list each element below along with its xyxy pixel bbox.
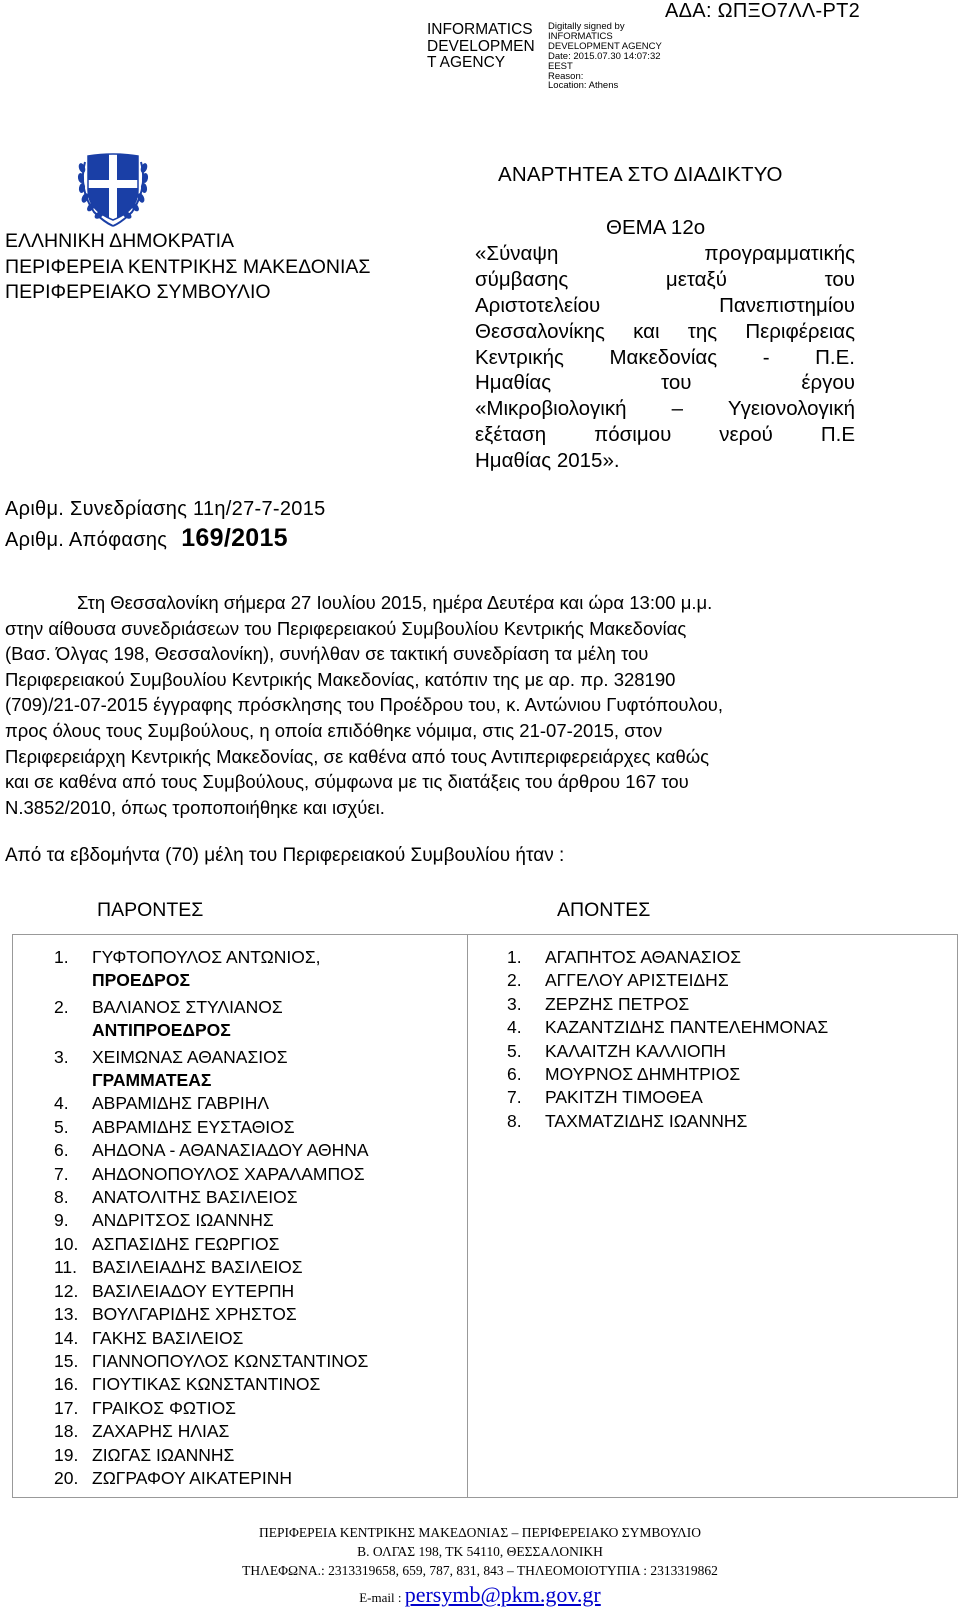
theme-title: ΘΕΜΑ 12ο <box>606 216 706 239</box>
page-footer <box>0 1523 960 1607</box>
theme-line: Θεσσαλονίκης και της Περιφέρειας <box>475 319 855 343</box>
member-role: ΑΝΤΙΠΡΟΕΔΡΟΣ <box>92 1020 231 1041</box>
member-name: ΑΓΑΠΗΤΟΣ ΑΘΑΝΑΣΙΟΣ <box>545 947 742 967</box>
meeting-paragraph <box>5 590 889 820</box>
paragraph-line: Ν.3852/2010, όπως τροποποιήθηκε και ισχύει. <box>5 796 385 818</box>
item-number: 20. <box>54 1467 79 1488</box>
list-item <box>507 969 828 992</box>
authority-line: ΕΛΛΗΝΙΚΗ ΔΗΜΟΚΡΑΤΙΑ <box>5 230 235 252</box>
member-name: ΒΑΣΙΛΕΙΑΔΗΣ ΒΑΣΙΛΕΙΟΣ <box>92 1257 303 1278</box>
paragraph-line: και σε καθένα από τους Συμβούλους, σύμφωνα με τις διατάξεις του άρθρου 167 του <box>5 771 689 793</box>
signature-org-line: T AGENCY <box>427 54 506 71</box>
item-number: 11. <box>54 1257 78 1278</box>
item-number: 13. <box>54 1304 79 1325</box>
member-name: ΓΡΑΙΚΟΣ ΦΩΤΙΟΣ <box>92 1397 236 1418</box>
member-name: ΑΒΡΑΜΙΔΗΣ ΕΥΣΤΑΘΙΟΣ <box>92 1116 295 1137</box>
list-item <box>54 1444 369 1467</box>
item-number: 19. <box>54 1444 79 1465</box>
member-name: ΑΣΠΑΣΙΔΗΣ ΓΕΩΡΓΙΟΣ <box>92 1233 280 1254</box>
email-link[interactable]: persymb@pkm.gov.gr <box>404 1582 601 1607</box>
signature-org-line: INFORMATICS <box>427 21 533 38</box>
list-item <box>54 1303 369 1326</box>
list-item <box>54 1280 369 1303</box>
member-name: ΑΗΔΟΝΑ - ΑΘΑΝΑΣΙΑΔΟΥ ΑΘΗΝΑ <box>92 1140 369 1161</box>
decision-label: Αριθμ. Απόφασης <box>5 529 168 551</box>
member-name: ΒΑΣΙΛΕΙΑΔΟΥ ΕΥΤΕΡΠΗ <box>92 1280 295 1301</box>
signature-detail-line: Reason: <box>548 70 584 82</box>
list-item <box>54 1116 369 1139</box>
item-number: 4. <box>54 1093 69 1114</box>
paragraph-line: στην αίθουσα συνεδριάσεων του Περιφερειακού Συμβουλίου Κεντρικής Μακεδονίας <box>5 617 687 639</box>
theme-line: Κεντρικής Μακεδονίας - Π.Ε. <box>475 345 855 369</box>
paragraph-line: Περιφερειάρχη Κεντρικής Μακεδονίας, σε καθένα από τους Αντιπεριφερειάρχες καθώς <box>5 745 710 767</box>
member-name: ΒΟΥΛΓΑΡΙΔΗΣ ΧΡΗΣΤΟΣ <box>92 1304 297 1325</box>
item-number: 2. <box>507 970 522 991</box>
signature-detail-line: Location: Athens <box>548 80 619 92</box>
member-name: ΡΑΚΙΤΖΗ ΤΙΜΟΘΕΑ <box>545 1087 703 1108</box>
list-item <box>507 1040 828 1063</box>
member-role: ΓΡΑΜΜΑΤΕΑΣ <box>92 1070 212 1091</box>
list-item <box>507 946 828 969</box>
list-item <box>54 946 369 993</box>
greek-coat-of-arms-icon <box>76 132 150 230</box>
present-heading: ΠΑΡΟΝΤΕΣ <box>97 899 204 921</box>
item-number: 9. <box>54 1210 69 1231</box>
signature-organization <box>427 22 543 72</box>
list-item <box>54 1092 369 1115</box>
member-name: ΤΑΧΜΑΤΖΙΔΗΣ ΙΩΑΝΝΗΣ <box>545 1110 748 1131</box>
member-name: ΧΕΙΜΩΝΑΣ ΑΘΑΝΑΣΙΟΣ <box>92 1046 288 1067</box>
footer-phones: ΤΗΛΕΦΩΝΑ.: 2313319658, 659, 787, 831, 843 – ΤΗΛΕΟΜΟΙΟΤΥΠΙΑ : 2313319862 <box>242 1563 718 1578</box>
theme-line: σύμβασης μεταξύ του <box>475 267 855 291</box>
paragraph-line: Στη Θεσσαλονίκη σήμερα 27 Ιουλίου 2015, ημέρα Δευτέρα και ώρα 13:00 μ.μ. <box>77 592 713 613</box>
signature-detail-line: INFORMATICS <box>548 30 613 42</box>
paragraph-line: προς όλους τους Συμβούλους, η οποία επιδόθηκε νόμιμα, στις 21-07-2015, στον <box>5 719 663 741</box>
item-number: 6. <box>507 1064 522 1085</box>
list-item <box>54 996 369 1043</box>
list-item <box>54 1350 369 1373</box>
session-number: Αριθμ. Συνεδρίασης 11η/27-7-2015 <box>5 498 326 520</box>
list-item <box>54 1233 369 1256</box>
member-name: ΑΓΓΕΛΟΥ ΑΡΙΣΤΕΙΔΗΣ <box>545 970 729 991</box>
item-number: 18. <box>54 1421 79 1442</box>
member-name: ΚΑΛΑΙΤΖΗ ΚΑΛΛΙΟΠΗ <box>545 1040 726 1061</box>
list-item <box>54 1327 369 1350</box>
member-name: ΖΕΡΖΗΣ ΠΕΤΡΟΣ <box>545 993 690 1014</box>
theme-line: «Σύναψη προγραμματικής <box>475 242 855 265</box>
item-number: 8. <box>507 1110 522 1131</box>
list-item <box>507 1063 828 1086</box>
theme-line: Ημαθίας 2015». <box>475 449 620 473</box>
item-number: 16. <box>54 1374 79 1395</box>
list-item <box>507 993 828 1016</box>
footer-org: ΠΕΡΙΦΕΡΕΙΑ ΚΕΝΤΡΙΚΗΣ ΜΑΚΕΔΟΝΙΑΣ – ΠΕΡΙΦΕΡΕΙΑΚΟ ΣΥΜΒΟΥΛΙΟ <box>258 1525 702 1540</box>
item-number: 6. <box>54 1140 69 1161</box>
theme-line: «Μικροβιολογική – Υγειονολογική <box>475 397 855 421</box>
item-number: 5. <box>507 1040 522 1061</box>
item-number: 3. <box>54 1046 69 1067</box>
signature-details <box>548 22 678 91</box>
signature-detail-line: DEVELOPMENT AGENCY <box>548 40 662 52</box>
member-name: ΓΥΦΤΟΠΟΥΛΟΣ ΑΝΤΩΝΙΟΣ, <box>92 947 321 967</box>
list-item <box>54 1209 369 1232</box>
authority-line: ΠΕΡΙΦΕΡΕΙΑ ΚΕΝΤΡΙΚΗΣ ΜΑΚΕΔΟΝΙΑΣ <box>5 255 371 278</box>
list-item <box>54 1163 369 1186</box>
item-number: 7. <box>507 1087 522 1108</box>
ada-code: ΑΔΑ: ΩΠΞΟ7ΛΛ-ΡΤ2 <box>665 0 861 22</box>
absent-heading: ΑΠΟΝΤΕΣ <box>557 899 651 921</box>
list-item <box>54 1046 369 1093</box>
member-name: ΖΩΓΡΑΦΟΥ ΑΙΚΑΤΕΡΙΝΗ <box>92 1467 292 1488</box>
item-number: 3. <box>507 993 522 1014</box>
theme-body <box>475 241 855 474</box>
member-name: ΒΑΛΙΑΝΟΣ ΣΤΥΛΙΑΝΟΣ <box>92 996 283 1017</box>
absent-list <box>507 946 828 1133</box>
member-name: ΓΑΚΗΣ ΒΑΣΙΛΕΙΟΣ <box>92 1327 244 1348</box>
member-name: ΑΝΑΤΟΛΙΤΗΣ ΒΑΣΙΛΕΙΟΣ <box>92 1187 298 1208</box>
paragraph-line: (709)/21-07-2015 έγγραφης πρόσκλησης του Προέδρου του, κ. Αντώνιου Γυφτόπουλου, <box>5 694 724 716</box>
member-name: ΚΑΖΑΝΤΖΙΔΗΣ ΠΑΝΤΕΛΕΗΜΟΝΑΣ <box>545 1017 829 1038</box>
member-name: ΓΙΑΝΝΟΠΟΥΛΟΣ ΚΩΝΣΤΑΝΤΙΝΟΣ <box>92 1350 369 1371</box>
publish-notice: ΑΝΑΡΤΗΤΕΑ ΣΤΟ ΔΙΑΔΙΚΤΥΟ <box>498 163 783 186</box>
member-name: ΑΗΔΟΝΟΠΟΥΛΟΣ ΧΑΡΑΛΑΜΠΟΣ <box>92 1163 365 1184</box>
list-item <box>54 1467 369 1490</box>
theme-line: εξέταση πόσιμου νερού Π.Ε <box>475 423 855 447</box>
footer-address: Β. ΟΛΓΑΣ 198, ΤΚ 54110, ΘΕΣΣΑΛΟΝΙΚΗ <box>357 1544 603 1559</box>
decision-value: 169/2015 <box>181 524 288 552</box>
theme-line: Αριστοτελείου Πανεπιστημίου <box>475 293 855 317</box>
item-number: 15. <box>54 1350 79 1371</box>
member-name: ΑΒΡΑΜΙΔΗΣ ΓΑΒΡΙΗΛ <box>92 1093 270 1114</box>
item-number: 1. <box>507 947 522 967</box>
item-number: 14. <box>54 1327 79 1348</box>
member-name: ΑΝΔΡΙΤΣΟΣ ΙΩΑΝΝΗΣ <box>92 1210 274 1231</box>
list-item <box>54 1373 369 1396</box>
signature-detail-line: Date: 2015.07.30 14:07:32 <box>548 50 661 62</box>
members-summary: Από τα εβδομήντα (70) μέλη του Περιφερειακού Συμβουλίου ήταν : <box>5 845 565 866</box>
attendance-divider <box>467 934 468 1498</box>
list-item <box>54 1420 369 1443</box>
theme-line: Ημαθίας του έργου <box>475 371 855 395</box>
list-item <box>54 1397 369 1420</box>
list-item <box>507 1110 828 1133</box>
item-number: 17. <box>54 1397 79 1418</box>
signature-org-line: DEVELOPMEN <box>427 37 535 55</box>
member-name: ΓΙΟΥΤΙΚΑΣ ΚΩΝΣΤΑΝΤΙΝΟΣ <box>92 1374 321 1395</box>
item-number: 5. <box>54 1116 69 1137</box>
member-name: ΖΙΩΓΑΣ ΙΩΑΝΝΗΣ <box>92 1444 235 1465</box>
present-list <box>54 946 369 1490</box>
list-item <box>54 1139 369 1162</box>
email-label: E-mail : <box>359 1590 402 1605</box>
list-item <box>54 1186 369 1209</box>
list-item <box>507 1016 828 1039</box>
member-role: ΠΡΟΕΔΡΟΣ <box>92 970 190 991</box>
list-item <box>507 1086 828 1109</box>
item-number: 1. <box>54 947 69 967</box>
item-number: 7. <box>54 1163 69 1184</box>
item-number: 2. <box>54 996 69 1017</box>
authority-line: ΠΕΡΙΦΕΡΕΙΑΚΟ ΣΥΜΒΟΥΛΙΟ <box>5 281 271 303</box>
signature-detail-line: Digitally signed by <box>548 21 625 32</box>
paragraph-line: (Βασ. Όλγας 198, Θεσσαλονίκη), συνήλθαν σε τακτική συνεδρίαση τα μέλη του <box>5 643 649 665</box>
item-number: 8. <box>54 1187 69 1208</box>
decision-number <box>5 524 288 553</box>
list-item <box>54 1256 369 1279</box>
authority-header <box>5 229 370 306</box>
member-name: ΜΟΥΡΝΟΣ ΔΗΜΗΤΡΙΟΣ <box>545 1064 741 1085</box>
signature-detail-line: EEST <box>548 60 573 72</box>
item-number: 10. <box>54 1233 79 1254</box>
paragraph-line: Περιφερειακού Συμβουλίου Κεντρικής Μακεδονίας, κατόπιν της με αρ. πρ. 328190 <box>5 668 676 690</box>
item-number: 12. <box>54 1280 79 1301</box>
item-number: 4. <box>507 1017 522 1038</box>
footer-email-row <box>0 1582 960 1607</box>
member-name: ΖΑΧΑΡΗΣ ΗΛΙΑΣ <box>92 1421 230 1442</box>
